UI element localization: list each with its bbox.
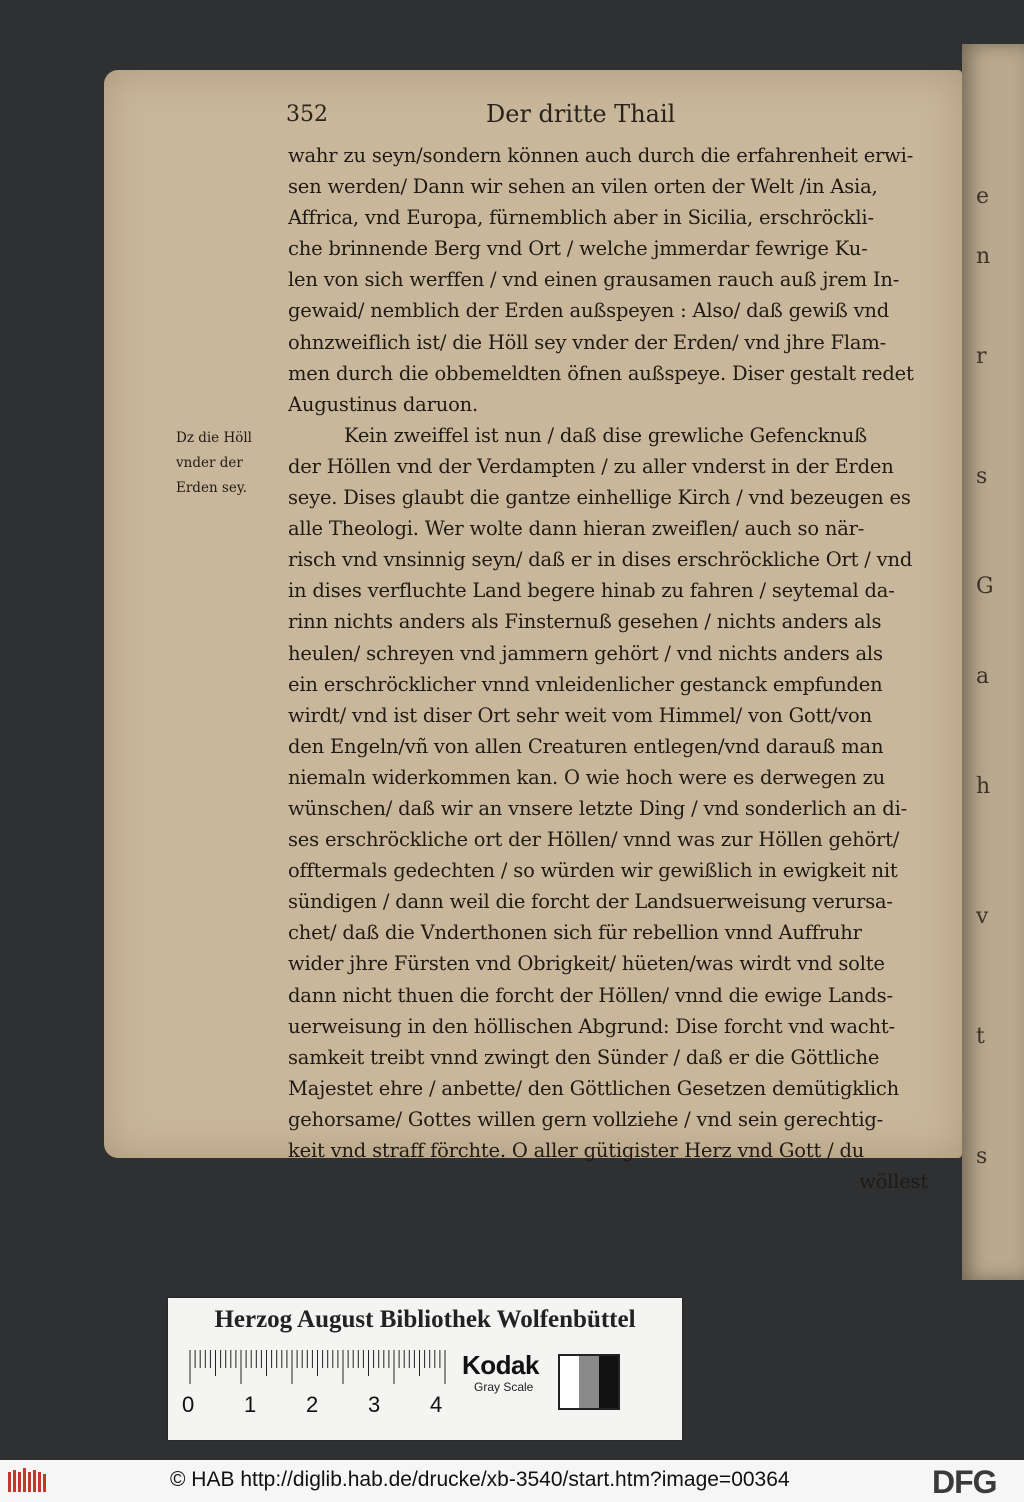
- copyright-url[interactable]: © HAB http://diglib.hab.de/drucke/xb-3540/start.htm?image=00364: [170, 1468, 790, 1491]
- adjacent-page-edge: e n r s G a h v t s: [962, 44, 1024, 1280]
- marginal-note: [176, 426, 282, 501]
- text-line: che brinnende Berg vnd Ort / welche jmmerdar fewrige Ku-: [288, 237, 868, 261]
- text-line: Kein zweiffel ist nun / daß dise grewliche Gefencknuß: [344, 423, 867, 447]
- running-head: Der dritte Thail: [486, 100, 676, 128]
- text-line: wöllest: [859, 1170, 928, 1194]
- swatch-black: [599, 1356, 618, 1408]
- text-line: uerweisung in den höllischen Abgrund: Dise forcht vnd wacht-: [288, 1014, 895, 1038]
- hab-logo-icon: [6, 1466, 48, 1496]
- gray-scale-label: Gray Scale: [474, 1380, 534, 1394]
- swatch-gray: [579, 1356, 598, 1408]
- ruler-number: 2: [306, 1392, 319, 1417]
- text-line: samkeit treibt vnnd zwingt den Sünder / daß er die Göttliche: [288, 1045, 880, 1069]
- body-text: [288, 140, 928, 1197]
- marginal-note-line: Erden sey.: [176, 480, 247, 496]
- ruler-number: 4: [430, 1392, 443, 1417]
- text-line: risch vnd vnsinnig seyn/ daß er in dises erschröckliche Ort / vnd: [288, 548, 913, 572]
- text-line: wider jhre Fürsten vnd Obrigkeit/ hüeten/was wirdt vnd solte: [288, 952, 885, 976]
- text-line: sündigen / dann weil die forcht der Landsuerweisung verursa-: [288, 890, 893, 914]
- text-line: heulen/ schreyen vnd jammern gehört / vnd nichts anders als: [288, 641, 883, 665]
- text-line: wünschen/ daß wir an vnsere letzte Ding / vnd sonderlich an di-: [288, 796, 907, 820]
- text-line: len von sich werffen / vnd einen grausamen rauch auß jrem In-: [288, 268, 900, 292]
- text-line: der Höllen vnd der Verdampten / zu aller vnderst in der Erden: [288, 454, 894, 478]
- text-line: Majestet ehre / anbette/ den Göttlichen Gesetzen demütigklich: [288, 1076, 900, 1100]
- text-line: gewaid/ nemblich der Erden außspeyen : Also/ daß gewiß vnd: [288, 299, 890, 323]
- measurement-ruler: [188, 1350, 450, 1386]
- gray-swatches: [558, 1354, 620, 1410]
- kodak-logo: Kodak: [462, 1350, 539, 1380]
- ruler-number: 1: [244, 1392, 257, 1417]
- marginal-note-line: Dz die Höll: [176, 430, 253, 446]
- ruler-number: 3: [368, 1392, 381, 1417]
- library-name: Herzog August Bibliothek Wolfenbüttel: [214, 1306, 636, 1333]
- ruler-numbers: [182, 1392, 472, 1422]
- text-line: seye. Dises glaubt die gantze einhellige Kirch / vnd bezeugen es: [288, 486, 911, 510]
- text-line: wahr zu seyn/sondern können auch durch die erfahrenheit erwi-: [288, 144, 914, 167]
- footer-bar: [0, 1460, 1024, 1502]
- text-line: Augustinus daruon.: [288, 392, 478, 416]
- text-line: in dises verfluchte Land begere hinab zu fahren / seytemal da-: [288, 579, 895, 603]
- text-line: Affrica, vnd Europa, fürnemblich aber in Sicilia, erschröckli-: [288, 206, 874, 230]
- text-line: wirdt/ vnd ist diser Ort sehr weit vom Himmel/ von Gott/von: [288, 703, 872, 727]
- text-line: alle Theologi. Wer wolte dann hieran zweiflen/ auch so när-: [288, 517, 865, 541]
- text-line: dann nicht thuen die forcht der Höllen/ vnnd die ewige Lands-: [288, 983, 893, 1007]
- text-line: sen werden/ Dann wir sehen an vilen orten der Welt /in Asia,: [288, 175, 878, 199]
- marginal-note-line: vnder der: [176, 455, 243, 471]
- swatch-white: [560, 1356, 579, 1408]
- ruler-number: 0: [182, 1392, 195, 1417]
- text-line: keit vnd straff förchte. O aller gütigister Herz vnd Gott / du: [288, 1139, 865, 1162]
- text-line: ohnzweiflich ist/ die Höll sey vnder der Erden/ vnd jhre Flam-: [288, 330, 887, 354]
- text-line: gehorsame/ Gottes willen gern vollziehe / vnd sein gerechtig-: [288, 1107, 884, 1131]
- text-line: niemaln widerkommen kan. O wie hoch were es derwegen zu: [288, 765, 886, 789]
- text-line: rinn nichts anders als Finsternuß gesehen / nichts anders als: [288, 610, 882, 634]
- color-reference-card: [168, 1298, 682, 1440]
- text-line: chet/ daß die Vnderthonen sich für rebellion vnnd Auffruhr: [288, 921, 862, 945]
- page-number: 352: [286, 102, 328, 127]
- text-line: offtermals gedechten / so würden wir gewißlich in ewigkeit nit: [288, 859, 898, 883]
- text-line: ses erschröckliche ort der Höllen/ vnnd was zur Höllen gehört/: [288, 828, 900, 852]
- text-line: men durch die obbemeldten öfnen außspeye. Diser gestalt redet: [288, 361, 914, 385]
- text-line: den Engeln/vñ von allen Creaturen entlegen/vnd darauß man: [288, 734, 884, 758]
- dfg-logo: DFG: [932, 1464, 997, 1500]
- text-line: ein erschröcklicher vnnd vnleidenlicher gestanck empfunden: [288, 672, 883, 696]
